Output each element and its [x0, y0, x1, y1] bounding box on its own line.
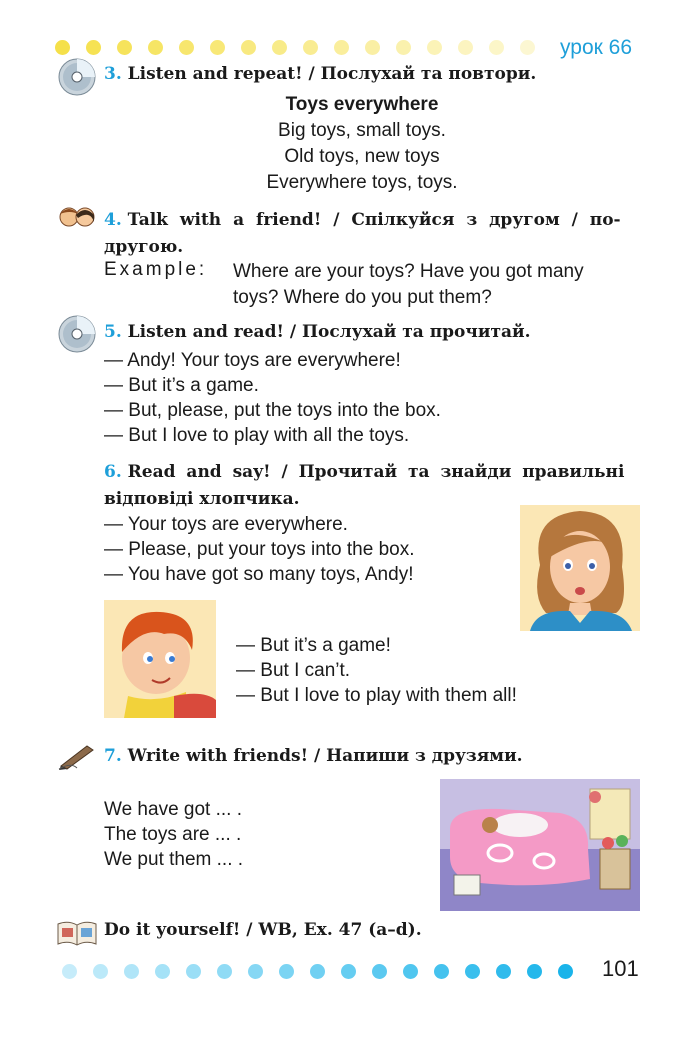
ex7-sentences	[104, 797, 243, 872]
decorative-dot	[272, 40, 287, 55]
decorative-dot	[427, 40, 442, 55]
decorative-dot	[527, 964, 542, 979]
decorative-dot	[93, 964, 108, 979]
decorative-dot	[186, 964, 201, 979]
ex6-number: 6.	[104, 462, 122, 482]
sentence-line: We have got ... .	[104, 799, 243, 820]
decorative-dot	[210, 40, 225, 55]
top-dot-row	[55, 40, 551, 55]
decorative-dot	[465, 964, 480, 979]
dialogue-line: — But, please, put the toys into the box.	[104, 400, 441, 421]
ex7-instruction	[104, 746, 523, 766]
dialogue-line: — But it’s a game.	[104, 375, 259, 396]
decorative-dot	[55, 40, 70, 55]
decorative-dot	[148, 40, 163, 55]
dialogue-line: — Andy! Your toys are everywhere!	[104, 350, 401, 371]
poem-line: Old toys, new toys	[284, 146, 440, 167]
decorative-dot	[179, 40, 194, 55]
ex7-number: 7.	[104, 746, 122, 766]
decorative-dot	[241, 40, 256, 55]
decorative-dot	[341, 964, 356, 979]
ex4-instruction-line	[104, 207, 640, 234]
ex6-text-2: відповіді хлопчика.	[104, 489, 300, 509]
cd-icon	[58, 58, 96, 101]
ex3-text: Listen and repeat! / Послухай та повтори.	[127, 64, 537, 84]
mother-line: — You have got so many toys, Andy!	[104, 564, 414, 585]
ex4-text-1: Talk with a friend! / Спілкуйся з другом / по-	[127, 210, 621, 230]
mother-illustration	[520, 505, 640, 631]
decorative-dot	[334, 40, 349, 55]
do-it-yourself: Do it yourself! / WB, Ex. 47 (a–d).	[104, 920, 422, 940]
sentence-line: The toys are ... .	[104, 824, 242, 845]
poem-line: Everywhere toys, toys.	[266, 172, 458, 193]
decorative-dot	[62, 964, 77, 979]
bottom-dot-row	[62, 964, 589, 979]
boy-line: — But I love to play with them all!	[236, 685, 517, 706]
example-label: Example:	[104, 259, 208, 280]
boy-line: — But it’s a game!	[236, 635, 391, 656]
mother-line: — Your toys are everywhere.	[104, 514, 348, 535]
decorative-dot	[434, 964, 449, 979]
decorative-dot	[86, 40, 101, 55]
friends-icon	[56, 204, 98, 235]
pen-icon	[57, 742, 97, 775]
decorative-dot	[124, 964, 139, 979]
example-line: Where are your toys? Have you got many	[233, 261, 584, 282]
example-text	[233, 259, 584, 311]
ex4-number: 4.	[104, 210, 122, 230]
decorative-dot	[303, 40, 318, 55]
bedroom-illustration	[440, 779, 640, 911]
decorative-dot	[217, 964, 232, 979]
decorative-dot	[558, 964, 573, 979]
ex5-dialogue	[104, 348, 441, 448]
ex6-text-1: Read and say! / Прочитай та знайди правильні	[127, 462, 625, 482]
ex4-instruction	[104, 207, 640, 261]
decorative-dot	[403, 964, 418, 979]
decorative-dot	[310, 964, 325, 979]
boy-line: — But I can’t.	[236, 660, 351, 681]
decorative-dot	[279, 964, 294, 979]
ex3-number: 3.	[104, 64, 122, 84]
decorative-dot	[248, 964, 263, 979]
ex3-instruction	[104, 64, 536, 84]
ex5-text: Listen and read! / Послухай та прочитай.	[127, 322, 531, 342]
decorative-dot	[520, 40, 535, 55]
boy-illustration	[104, 600, 216, 718]
ex4-text-2: другою.	[104, 237, 184, 257]
example-line: toys? Where do you put them?	[233, 287, 492, 308]
decorative-dot	[155, 964, 170, 979]
decorative-dot	[496, 964, 511, 979]
decorative-dot	[489, 40, 504, 55]
ex5-number: 5.	[104, 322, 122, 342]
mother-lines	[104, 512, 415, 587]
ex7-text: Write with friends! / Напиши з друзями.	[127, 746, 523, 766]
ex5-instruction	[104, 322, 531, 342]
poem-title: Toys everywhere	[285, 94, 439, 115]
poem	[220, 92, 504, 196]
poem-line: Big toys, small toys.	[278, 120, 446, 141]
lesson-label: урок 66	[560, 36, 633, 59]
decorative-dot	[458, 40, 473, 55]
decorative-dot	[372, 964, 387, 979]
decorative-dot	[365, 40, 380, 55]
decorative-dot	[117, 40, 132, 55]
sentence-line: We put them ... .	[104, 849, 244, 870]
mother-line: — Please, put your toys into the box.	[104, 539, 415, 560]
decorative-dot	[396, 40, 411, 55]
boy-lines	[236, 633, 517, 708]
dialogue-line: — But I love to play with all the toys.	[104, 425, 410, 446]
cd-icon	[58, 315, 96, 358]
page-number: 101	[602, 956, 639, 981]
book-icon	[56, 920, 98, 951]
